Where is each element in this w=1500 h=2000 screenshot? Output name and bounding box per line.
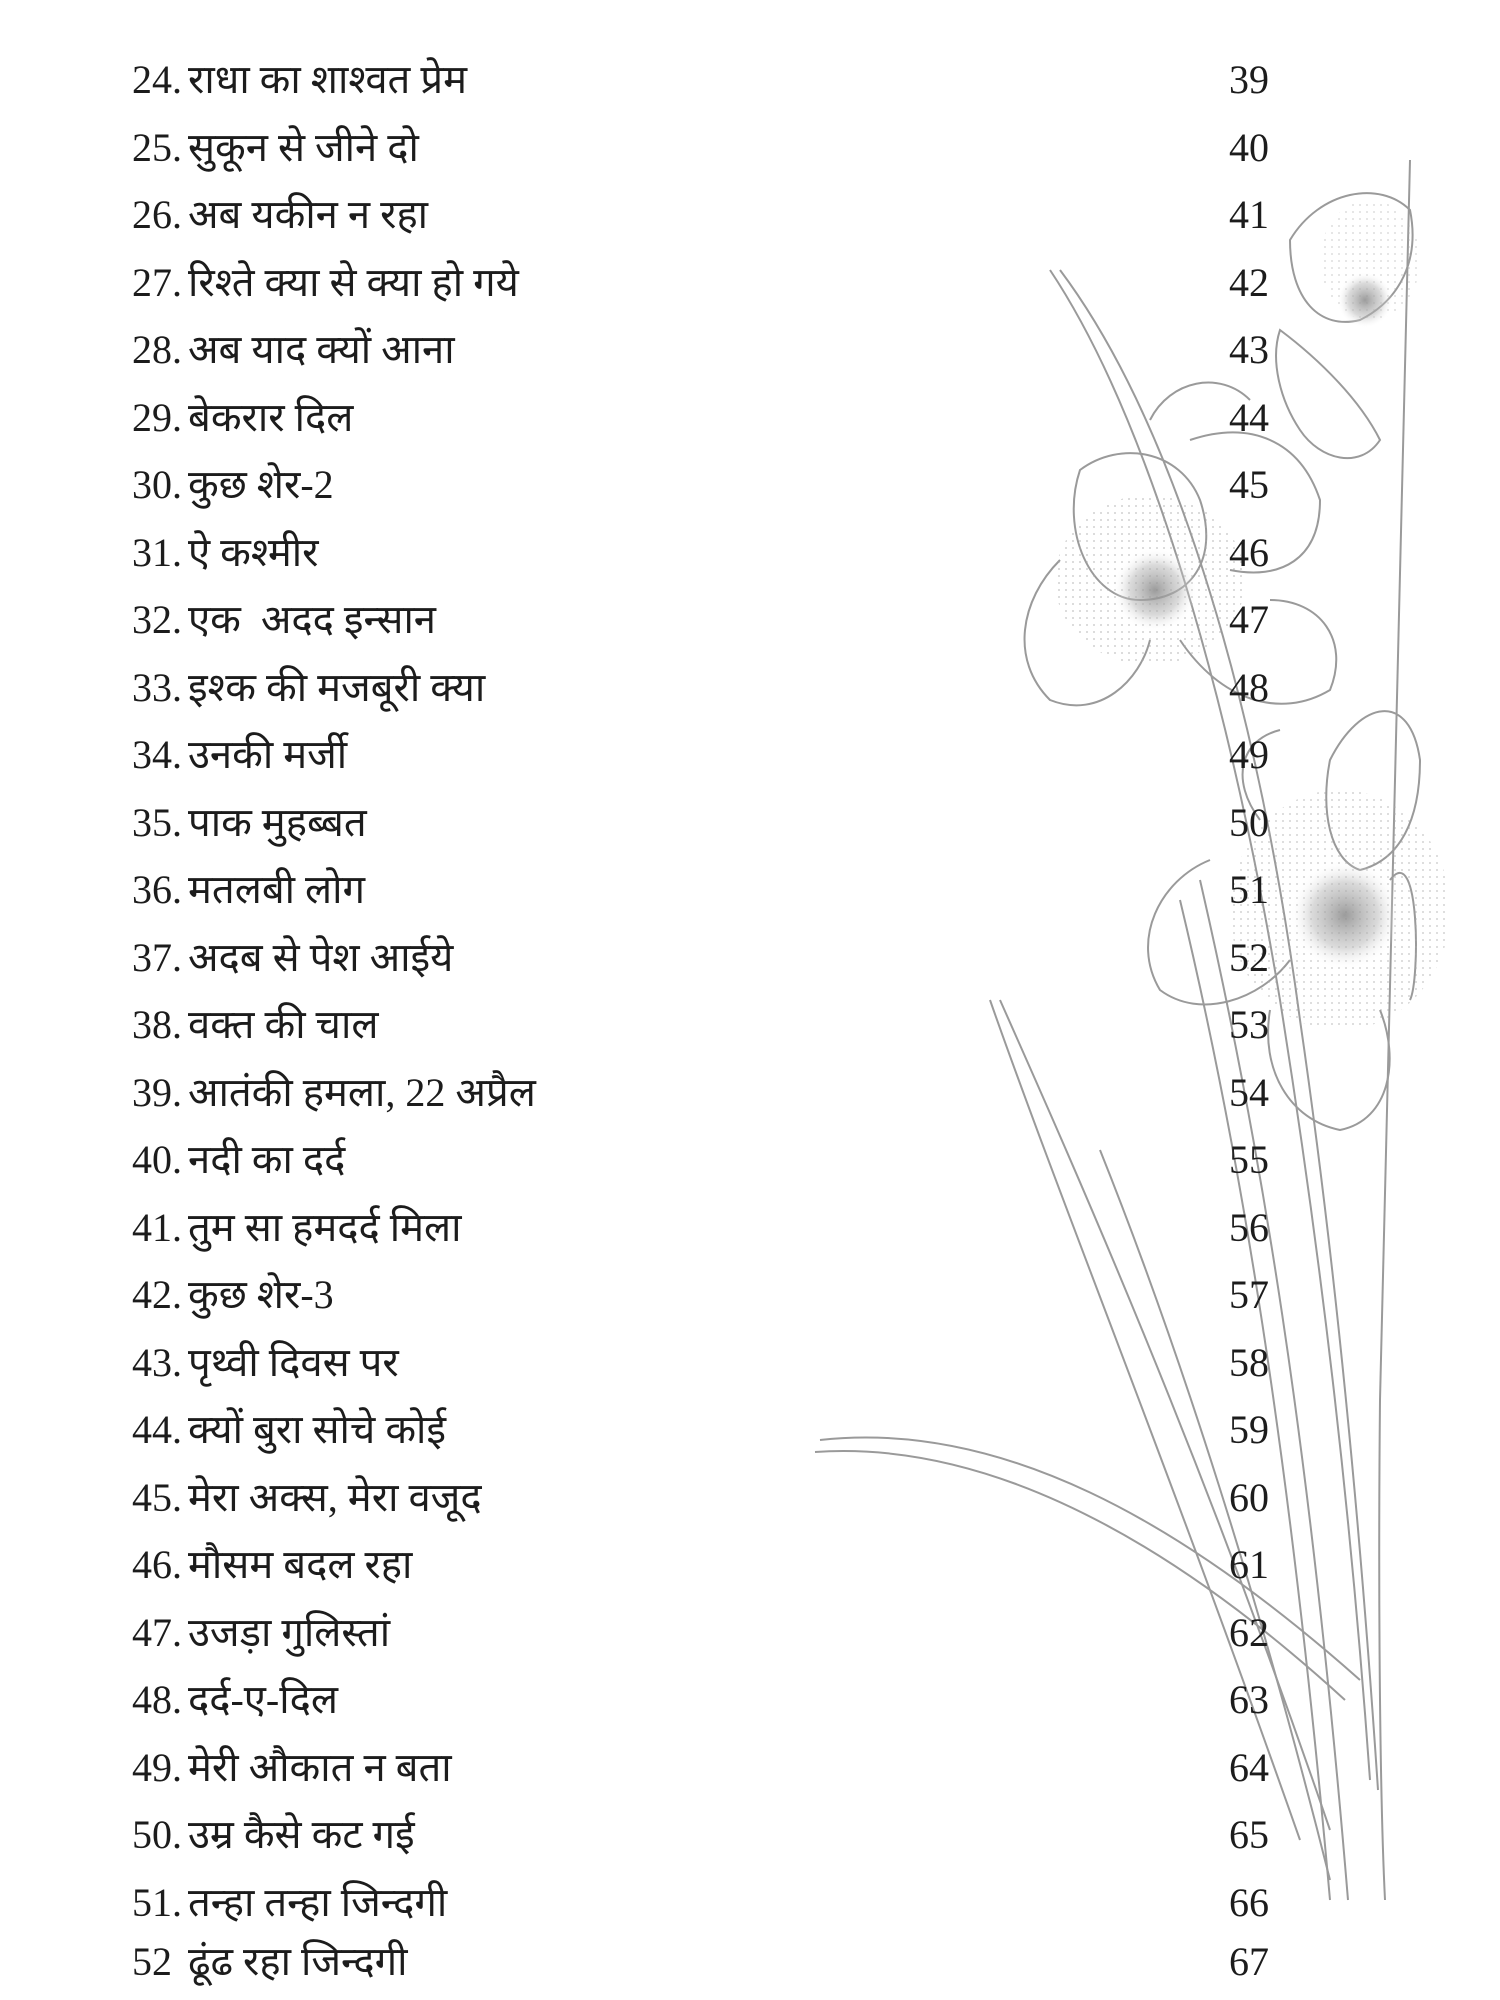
toc-page-number: 45 xyxy=(1229,462,1269,507)
toc-entry-number: 48. xyxy=(132,1677,182,1722)
toc-entry-title: अब यकीन न रहा xyxy=(188,192,429,237)
toc-page-number: 46 xyxy=(1229,530,1269,575)
toc-entry-title: तुम सा हमदर्द मिला xyxy=(188,1205,462,1250)
toc-entry xyxy=(132,856,365,924)
toc-entry xyxy=(132,181,428,249)
toc-page-number: 43 xyxy=(1229,327,1269,372)
toc-row-49 xyxy=(0,1734,1500,1802)
toc-page-number: 58 xyxy=(1229,1340,1269,1385)
toc-entry-number: 52 xyxy=(132,1939,172,1984)
toc-entry-title: मेरा अक्स, मेरा वजूद xyxy=(188,1475,482,1520)
toc-entry-title: पृथ्वी दिवस पर xyxy=(188,1340,399,1385)
toc-page-number: 52 xyxy=(1229,935,1269,980)
toc-entry-title: उजड़ा गुलिस्तां xyxy=(188,1610,391,1655)
toc-page-number: 67 xyxy=(1229,1939,1269,1984)
toc-entry xyxy=(132,1734,452,1802)
toc-page-number: 54 xyxy=(1229,1070,1269,1115)
toc-page-number: 62 xyxy=(1229,1610,1269,1655)
toc-entry xyxy=(132,249,519,317)
toc-entry-title: क्यों बुरा सोचे कोई xyxy=(188,1407,447,1452)
toc-row-38 xyxy=(0,991,1500,1059)
toc-row-28 xyxy=(0,316,1500,384)
toc-entry xyxy=(132,384,353,452)
toc-entry-title: बेकरार दिल xyxy=(188,395,354,440)
toc-page-number: 61 xyxy=(1229,1542,1269,1587)
toc-page-number: 60 xyxy=(1229,1475,1269,1520)
toc-entry-number: 30. xyxy=(132,462,182,507)
toc-page-number: 48 xyxy=(1229,665,1269,710)
toc-row-40 xyxy=(0,1126,1500,1194)
toc-entry-title: उनकी मर्जी xyxy=(188,732,348,777)
toc-page-number: 65 xyxy=(1229,1812,1269,1857)
toc-row-48 xyxy=(0,1666,1500,1734)
toc-entry xyxy=(132,1396,446,1464)
toc-page-number: 66 xyxy=(1229,1880,1269,1925)
toc-page-number: 63 xyxy=(1229,1677,1269,1722)
toc-entry-title: नदी का दर्द xyxy=(188,1137,346,1182)
toc-entry xyxy=(132,46,467,114)
toc-row-31 xyxy=(0,519,1500,587)
toc-row-46 xyxy=(0,1531,1500,1599)
toc-entry-number: 38. xyxy=(132,1002,182,1047)
toc-entry-title: इश्क की मजबूरी क्या xyxy=(188,665,486,710)
toc-row-50 xyxy=(0,1801,1500,1869)
toc-entry xyxy=(132,1464,482,1532)
toc-entry-number: 28. xyxy=(132,327,182,372)
toc-row-51 xyxy=(0,1869,1500,1937)
toc-row-41 xyxy=(0,1194,1500,1262)
toc-entry-number: 24. xyxy=(132,57,182,102)
toc-entry-title: कुछ शेर-3 xyxy=(188,1272,334,1317)
toc-entry xyxy=(132,519,318,587)
toc-entry xyxy=(132,789,367,857)
toc-row-33 xyxy=(0,654,1500,722)
toc-page-number: 56 xyxy=(1229,1205,1269,1250)
toc-row-52 xyxy=(0,1928,1500,1996)
toc-entry xyxy=(132,451,334,519)
toc-entry-title: ढूंढ रहा जिन्दगी xyxy=(188,1939,408,1984)
toc-entry xyxy=(132,721,347,789)
toc-entry-title: राधा का शाश्वत प्रेम xyxy=(188,57,468,102)
toc-entry-number: 47. xyxy=(132,1610,182,1655)
toc-row-24 xyxy=(0,46,1500,114)
toc-entry-number: 35. xyxy=(132,800,182,845)
toc-entry-title: रिश्ते क्या से क्या हो गये xyxy=(188,260,519,305)
toc-entry xyxy=(132,1261,334,1329)
toc-row-44 xyxy=(0,1396,1500,1464)
toc-entry-number: 46. xyxy=(132,1542,182,1587)
toc-page-number: 55 xyxy=(1229,1137,1269,1182)
toc-entry-title: ऐ कश्मीर xyxy=(188,530,319,575)
toc-page-number: 41 xyxy=(1229,192,1269,237)
toc-page-number: 42 xyxy=(1229,260,1269,305)
toc-entry-title: आतंकी हमला, 22 अप्रैल xyxy=(188,1070,536,1115)
toc-row-27 xyxy=(0,249,1500,317)
toc-entry xyxy=(132,114,419,182)
toc-entry-title: सुकून से जीने दो xyxy=(188,125,419,170)
toc-entry xyxy=(132,1059,536,1127)
toc-entry-number: 31. xyxy=(132,530,182,575)
toc-entry xyxy=(132,1194,462,1262)
toc-entry-number: 33. xyxy=(132,665,182,710)
toc-entry-title: तन्हा तन्हा जिन्दगी xyxy=(188,1880,448,1925)
toc-page-number: 64 xyxy=(1229,1745,1269,1790)
toc-entry xyxy=(132,1801,415,1869)
toc-entry xyxy=(132,1869,447,1937)
toc-entry-number: 43. xyxy=(132,1340,182,1385)
toc-page-number: 49 xyxy=(1229,732,1269,777)
toc-entry-number: 32. xyxy=(132,597,182,642)
toc-entry-title: मौसम बदल रहा xyxy=(188,1542,413,1587)
toc-row-42 xyxy=(0,1261,1500,1329)
toc-entry xyxy=(132,654,485,722)
toc-page-number: 44 xyxy=(1229,395,1269,440)
toc-entry xyxy=(132,1928,408,1996)
toc-row-37 xyxy=(0,924,1500,992)
toc-entry xyxy=(132,1531,412,1599)
toc-row-43 xyxy=(0,1329,1500,1397)
toc-row-26 xyxy=(0,181,1500,249)
toc-entry-number: 37. xyxy=(132,935,182,980)
toc-entry-title: दर्द-ए-दिल xyxy=(188,1677,338,1722)
toc-entry-number: 29. xyxy=(132,395,182,440)
toc-page-number: 51 xyxy=(1229,867,1269,912)
toc-entry xyxy=(132,1599,390,1667)
toc-page-number: 40 xyxy=(1229,125,1269,170)
toc-entry-title: उम्र कैसे कट गई xyxy=(188,1812,415,1857)
toc-entry-number: 41. xyxy=(132,1205,182,1250)
toc-entry-number: 25. xyxy=(132,125,182,170)
toc-row-36 xyxy=(0,856,1500,924)
toc-page-number: 59 xyxy=(1229,1407,1269,1452)
toc-entry xyxy=(132,991,378,1059)
toc-entry-title: अदब से पेश आईये xyxy=(188,935,454,980)
toc-entry-title: एक अदद इन्सान xyxy=(188,597,436,642)
toc-entry-title: वक्त की चाल xyxy=(188,1002,379,1047)
toc-entry-number: 40. xyxy=(132,1137,182,1182)
toc-entry-title: पाक मुहब्बत xyxy=(188,800,367,845)
toc-entry xyxy=(132,1126,345,1194)
toc-row-25 xyxy=(0,114,1500,182)
toc-entry-number: 45. xyxy=(132,1475,182,1520)
toc-entry-number: 36. xyxy=(132,867,182,912)
toc-page-number: 47 xyxy=(1229,597,1269,642)
toc-row-29 xyxy=(0,384,1500,452)
toc-entry-number: 49. xyxy=(132,1745,182,1790)
toc-entry-number: 50. xyxy=(132,1812,182,1857)
toc-entry-number: 34. xyxy=(132,732,182,777)
toc-page-number: 53 xyxy=(1229,1002,1269,1047)
toc-entry-number: 26. xyxy=(132,192,182,237)
toc-entry-title: मेरी औकात न बता xyxy=(188,1745,452,1790)
toc-entry xyxy=(132,1666,338,1734)
toc-page-number: 50 xyxy=(1229,800,1269,845)
toc-entry xyxy=(132,1329,399,1397)
toc-page-number: 57 xyxy=(1229,1272,1269,1317)
toc-row-35 xyxy=(0,789,1500,857)
toc-entry-number: 27. xyxy=(132,260,182,305)
toc-row-45 xyxy=(0,1464,1500,1532)
toc-row-32 xyxy=(0,586,1500,654)
toc-row-34 xyxy=(0,721,1500,789)
toc-entry-number: 39. xyxy=(132,1070,182,1115)
toc-entry xyxy=(132,316,455,384)
toc-entry-number: 51. xyxy=(132,1880,182,1925)
toc-page-number: 39 xyxy=(1229,57,1269,102)
toc-entry-number: 42. xyxy=(132,1272,182,1317)
toc-entry-title: मतलबी लोग xyxy=(188,867,366,912)
toc-entry-number: 44. xyxy=(132,1407,182,1452)
toc-row-39 xyxy=(0,1059,1500,1127)
toc-entry-title: अब याद क्यों आना xyxy=(188,327,455,372)
toc-entry xyxy=(132,586,436,654)
toc-entry-title: कुछ शेर-2 xyxy=(188,462,334,507)
toc-entry xyxy=(132,924,453,992)
toc-row-47 xyxy=(0,1599,1500,1667)
toc-row-30 xyxy=(0,451,1500,519)
